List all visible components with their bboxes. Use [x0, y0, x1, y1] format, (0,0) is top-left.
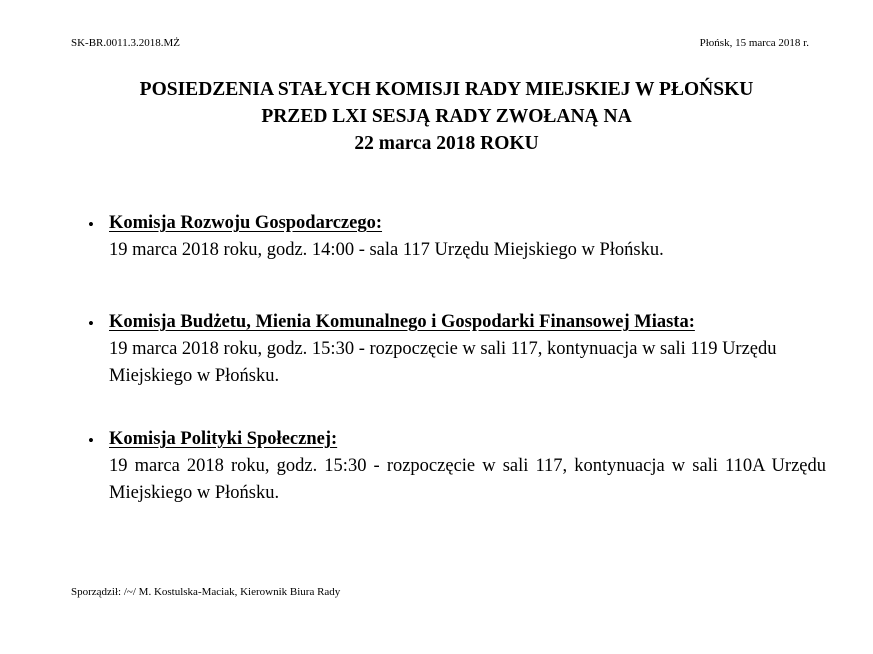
title-line-1: POSIEDZENIA STAŁYCH KOMISJI RADY MIEJSKIEJ W PŁOŃSKU	[139, 79, 754, 100]
bullet-icon: •	[88, 314, 94, 333]
committee-name: Komisja Rozwoju Gospodarczego:	[109, 213, 383, 233]
meeting-details: 19 marca 2018 roku, godz. 15:30 - rozpoczęcie w sali 117, kontynuacja w sali 110A Urzędu Miejskiego w Płońsku.	[109, 456, 826, 503]
meeting-item	[88, 309, 826, 390]
meeting-details: 19 marca 2018 roku, godz. 15:30 - rozpoczęcie w sali 117, kontynuacja w sali 119 Urzędu Miejskiego w Płońsku.	[109, 339, 777, 386]
prepared-by: Sporządził: /~/ M. Kostulska-Maciak, Kierownik Biura Rady	[71, 586, 341, 598]
committee-name: Komisja Polityki Społecznej:	[109, 429, 338, 449]
bullet-icon: •	[88, 431, 94, 450]
committee-name: Komisja Budżetu, Mienia Komunalnego i Gospodarki Finansowej Miasta:	[109, 312, 695, 332]
meeting-item	[88, 426, 826, 507]
meeting-details: 19 marca 2018 roku, godz. 14:00 - sala 117 Urzędu Miejskiego w Płońsku.	[109, 240, 664, 260]
meeting-item	[88, 210, 826, 264]
title-line-3: 22 marca 2018 ROKU	[354, 133, 539, 154]
place-and-date: Płońsk, 15 marca 2018 r.	[699, 37, 809, 49]
bullet-icon: •	[88, 215, 94, 234]
title-line-2: PRZED LXI SESJĄ RADY ZWOŁANĄ NA	[261, 106, 632, 127]
reference-number: SK-BR.0011.3.2018.MŻ	[71, 37, 180, 49]
document-title	[0, 76, 873, 157]
